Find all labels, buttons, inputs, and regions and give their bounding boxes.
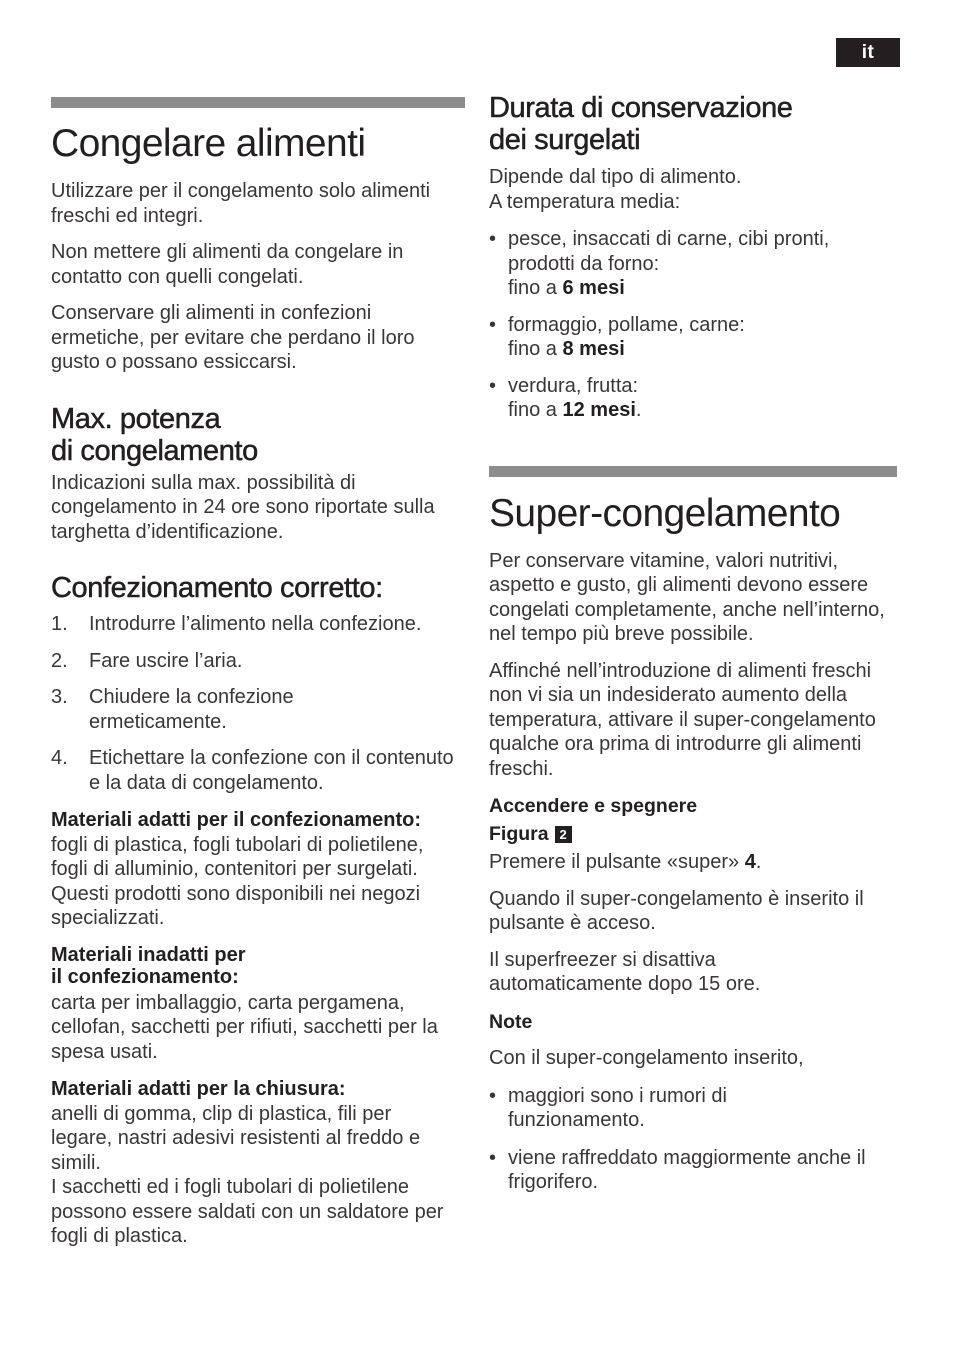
subtitle-storage-duration: Durata di conservazione dei surgelati	[489, 92, 793, 156]
super-freezing-paragraph: Per conservare vitamine, valori nutritivi, aspetto e gusto, gli alimenti devono essere congelati completamente, anche nell’interno, nel tempo più breve possibile.	[489, 549, 885, 645]
list-item: • verdura, frutta: fino a 12 mesi.	[489, 374, 642, 421]
on-off-title: Accendere e spegnere	[489, 795, 698, 817]
list-item: 3. Chiudere la confezione ermeticamente.	[51, 686, 294, 733]
note-list	[489, 1084, 903, 1195]
unsuitable-materials-title: Materiali inadatti per il confezionamento:	[51, 943, 246, 988]
figure-number-box: 2	[555, 826, 572, 843]
closing-materials-text-2: I sacchetti ed i fogli tubolari di polietilene possono essere saldati con un saldatore per fogli di plastica.	[51, 1176, 444, 1247]
storage-duration-list	[489, 227, 903, 423]
intro-paragraph: Conservare gli alimenti in confezioni ermetiche, per evitare che perdano il loro gusto o possano essiccarsi.	[51, 302, 415, 373]
packaging-steps	[51, 612, 465, 795]
list-item: • formaggio, pollame, carne: fino a 8 mesi	[489, 313, 745, 360]
intro-paragraph: Utilizzare per il congelamento solo alimenti freschi ed integri.	[51, 180, 431, 227]
press-button-text: Premere il pulsante «super» 4.	[489, 851, 762, 873]
closing-materials-text: anelli di gomma, clip di plastica, fili per legare, nastri adesivi resistenti al freddo e simili.	[51, 1102, 421, 1174]
list-item: 4. Etichettare la confezione con il contenuto e la data di congelamento.	[51, 747, 454, 794]
suitable-materials-title: Materiali adatti per il confezionamento:	[51, 809, 422, 831]
subtitle-line: Max. potenza	[51, 402, 221, 435]
list-item: • maggiori sono i rumori di funzionamento.	[489, 1084, 727, 1131]
subtitle-max-capacity	[51, 403, 465, 467]
figure-reference: Figura 2	[489, 822, 903, 846]
list-item: 1. Introdurre l’alimento nella confezione.	[51, 613, 422, 635]
section-rule	[489, 466, 897, 477]
auto-off-text: Il superfreezer si disattiva automaticamente dopo 15 ore.	[489, 948, 761, 995]
left-column	[51, 97, 465, 1249]
section-rule	[51, 97, 465, 108]
subtitle-packaging: Confezionamento corretto:	[51, 572, 383, 604]
closing-materials-title: Materiali adatti per la chiusura:	[51, 1078, 346, 1100]
storage-duration-intro: Dipende dal tipo di alimento. A temperatura media:	[489, 166, 742, 213]
section-title-super-freezing: Super-congelamento	[489, 491, 841, 535]
max-capacity-text: Indicazioni sulla max. possibilità di congelamento in 24 ore sono riportate sulla targhetta d’identificazione.	[51, 471, 435, 543]
button-lit-text: Quando il super-congelamento è inserito il pulsante è acceso.	[489, 887, 864, 934]
note-intro: Con il super-congelamento inserito,	[489, 1047, 804, 1069]
suitable-materials-text: fogli di plastica, fogli tubolari di polietilene, fogli di alluminio, contenitori per surgelati. Questi prodotti sono disponibili nei negozi specializzati.	[51, 833, 424, 929]
note-title: Note	[489, 1010, 533, 1033]
unsuitable-materials-text: carta per imballaggio, carta pergamena, cellofan, sacchetti per rifiuti, sacchetti per la spesa usati.	[51, 991, 438, 1063]
language-badge: it	[836, 38, 900, 67]
section-title-freezing: Congelare alimenti	[51, 122, 366, 165]
subtitle-line: di congelamento	[51, 434, 258, 467]
list-item: • viene raffreddato maggiormente anche il frigorifero.	[489, 1146, 866, 1193]
intro-paragraph: Non mettere gli alimenti da congelare in contatto con quelli congelati.	[51, 241, 404, 288]
list-item: 2. Fare uscire l’aria.	[51, 649, 243, 672]
list-item: • pesce, insaccati di carne, cibi pronti, prodotti da forno: fino a 6 mesi	[489, 228, 830, 299]
right-column	[489, 92, 903, 1195]
super-freezing-paragraph: Affinché nell’introduzione di alimenti freschi non vi sia un indesiderato aumento della temperatura, attivare il super-congelamento qualche ora prima di introdurre gli alimenti freschi.	[489, 659, 876, 780]
